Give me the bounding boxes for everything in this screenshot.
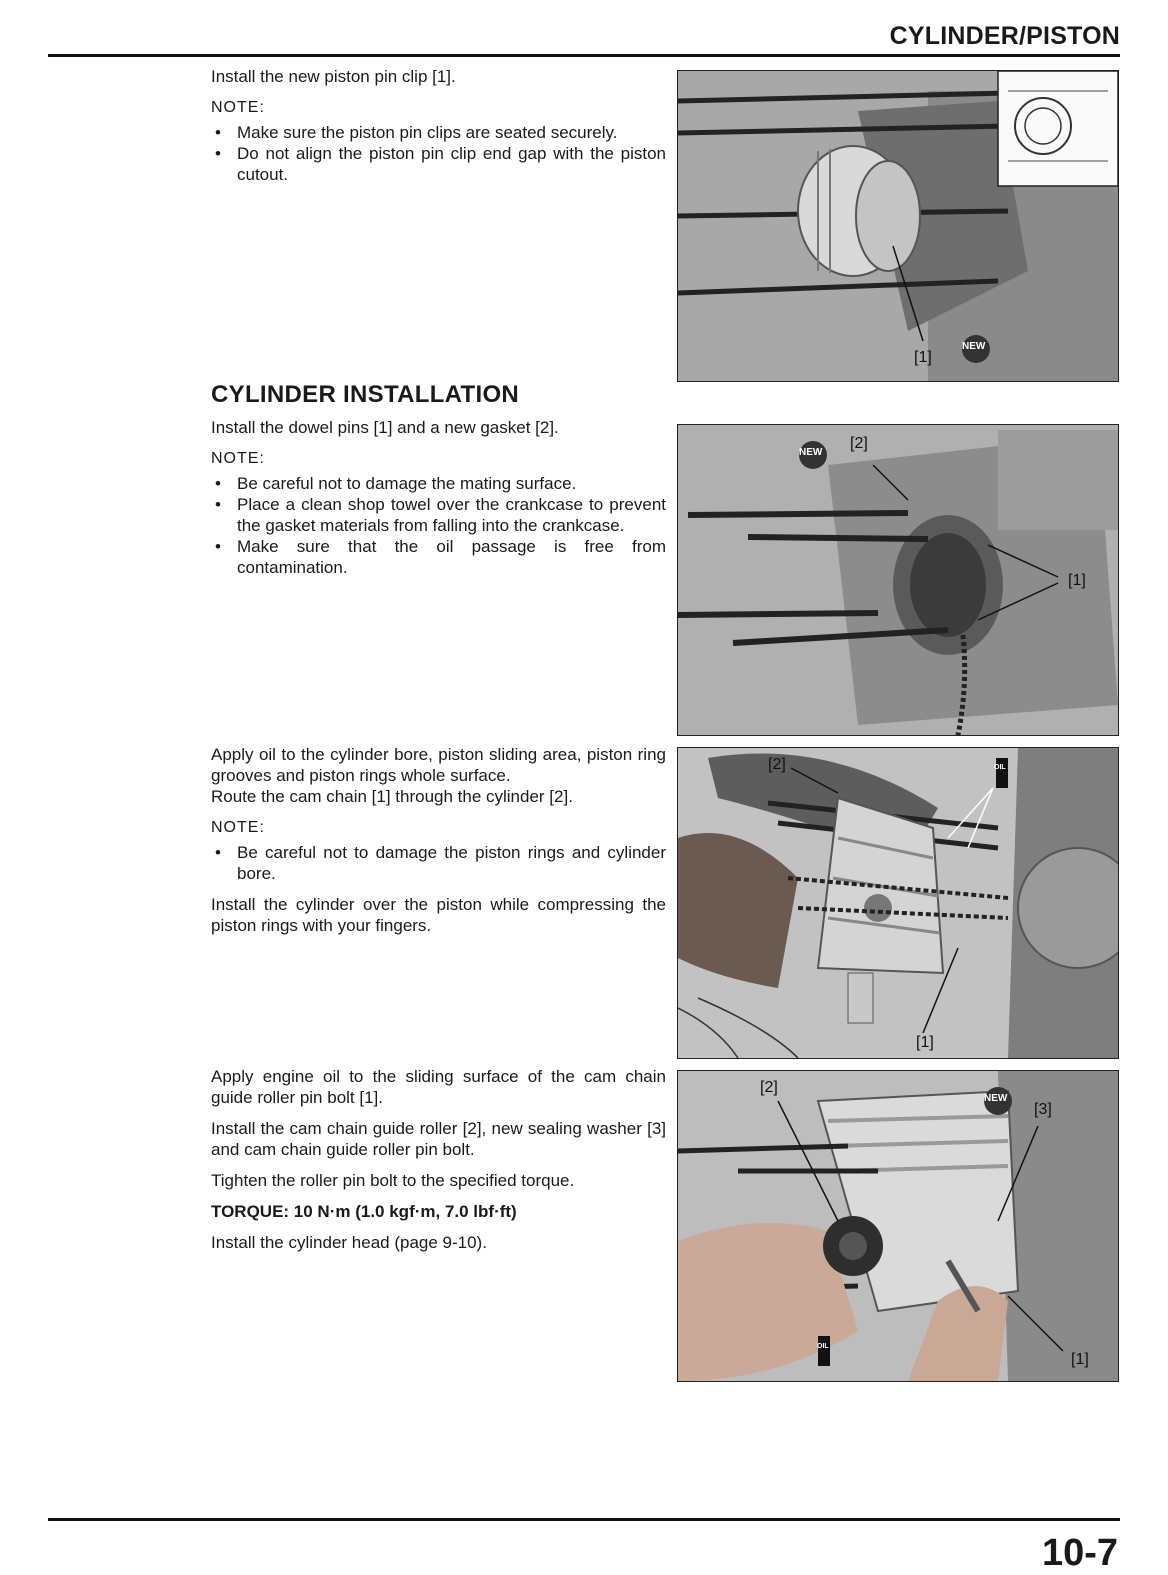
cylinder-install-photo [677,747,1119,1059]
callout-2: [2] [850,435,868,452]
step1-note-list [211,122,666,185]
note-item: • Be careful not to damage the mating surface. [211,473,666,494]
footer-rule [48,1518,1120,1521]
section-heading: CYLINDER INSTALLATION [211,381,520,408]
step4-head-instruction: Install the cylinder head (page 9-10). [211,1233,487,1252]
section-note-label: NOTE: [211,450,265,467]
new-part-badge: NEW [962,341,986,352]
roller-illustration [678,1071,1118,1381]
section-title: CYLINDER/PISTON [889,22,1120,50]
dowel-pins-gasket-photo [677,424,1119,736]
new-part-badge: NEW [984,1093,1008,1104]
step1-instruction: Install the new piston pin clip [1]. [211,67,456,86]
note-item: • Do not align the piston pin clip end gap with the piston cutout. [211,143,666,185]
header-rule [48,54,1120,57]
step1-note-label: NOTE: [211,99,265,116]
callout-3: [3] [1034,1101,1052,1118]
oil-badge: OIL [994,764,1006,771]
section-note-list [211,473,666,578]
piston-pin-clip-photo [677,70,1119,382]
step4-install-instruction: Install the cam chain guide roller [2], new sealing washer [3] and cam chain guide roller pin bolt. [211,1119,666,1159]
step3-route-instruction: Route the cam chain [1] through the cylinder [2]. [211,787,573,806]
callout-2: [2] [760,1079,778,1096]
step3-note-list [211,842,666,884]
step3-note-label: NOTE: [211,819,265,836]
callout-1: [1] [914,349,932,366]
cylinder-installation-block [211,381,666,588]
callout-1: [1] [1071,1351,1089,1368]
note-item: • Place a clean shop towel over the crankcase to prevent the gasket materials from falling into the crankcase. [211,494,666,536]
callout-1: [1] [1068,572,1086,589]
step4-tighten-instruction: Tighten the roller pin bolt to the specified torque. [211,1171,575,1190]
new-part-badge: NEW [799,447,823,458]
torque-spec: TORQUE: 10 N·m (1.0 kgf·m, 7.0 lbf·ft) [211,1202,517,1221]
step3-install-instruction: Install the cylinder over the piston while compressing the piston rings with your fingers. [211,895,666,935]
crankcase-illustration [678,425,1118,735]
note-item: • Make sure that the oil passage is free from contamination. [211,536,666,578]
callout-1: [1] [916,1034,934,1051]
step3-text-block [211,744,666,946]
section-instruction: Install the dowel pins [1] and a new gasket [2]. [211,418,559,437]
step4-oil-instruction: Apply engine oil to the sliding surface of the cam chain guide roller pin bolt [1]. [211,1067,666,1107]
piston-illustration [678,71,1118,381]
note-item: • Make sure the piston pin clips are seated securely. [211,122,666,143]
step1-text-block [211,66,666,195]
step3-oil-instruction: Apply oil to the cylinder bore, piston sliding area, piston ring grooves and piston rings whole surface. [211,745,666,785]
oil-badge: OIL [817,1343,829,1350]
note-item: • Be careful not to damage the piston rings and cylinder bore. [211,842,666,884]
callout-2: [2] [768,756,786,773]
page-number: 10-7 [1041,1532,1118,1574]
cylinder-illustration [678,748,1118,1058]
step4-text-block [211,1066,666,1263]
cam-chain-roller-photo [677,1070,1119,1382]
